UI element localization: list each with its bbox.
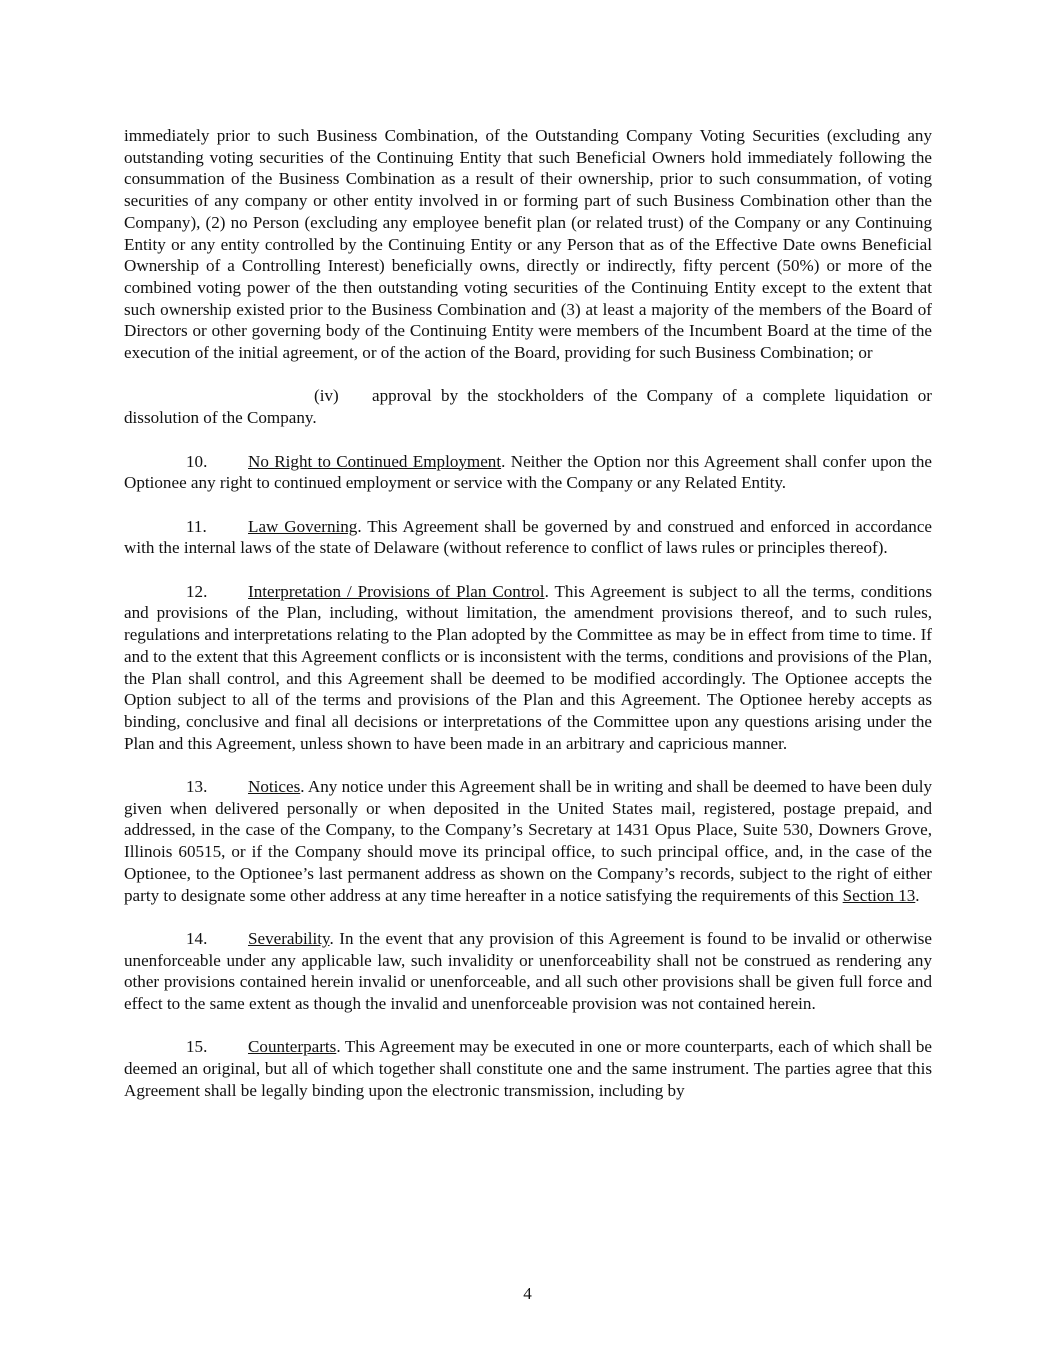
subclause-number: (iv) [314,386,339,406]
section-10 [124,451,932,494]
section-heading: Severability [248,928,330,948]
section-number: 14. [186,928,208,948]
section-14 [124,928,932,1015]
section-text: . In the event that any provision of this Agreement is found to be invalid or otherwise unenforceable under any applicable law, such invalidity or unenforceability shall not be construed as rendering any other provisions contained herein invalid or unenforceable, and all such other provisions shall be given full force and effect to the same extent as though the invalid and unenforceable provision was not contained herein. [124,928,932,1014]
section-number: 11. [186,516,207,536]
section-heading: Notices [248,777,301,797]
section-heading: Interpretation / Provisions of Plan Control [248,581,545,601]
section-text: . Any notice under this Agreement shall be in writing and shall be deemed to have been duly given when delivered personally or when deposited in the United States mail, registered, postage prepaid, and addressed, in the case of the Company, to the Company’s Secretary at 1431 Opus Place, Suite 530, Downers Grove, Illinois 60515, or if the Company should move its principal office, to such principal office, and, in the case of the Optionee, to the Optionee’s last permanent address as shown on the Company’s records, subject to the right of either party to designate some other address at any time hereafter in a notice satisfying the requirements of this [124,777,932,905]
section-15 [124,1036,932,1101]
section-number: 13. [186,777,208,797]
section-number: 12. [186,581,208,601]
continuation-paragraph [124,125,932,364]
section-heading: Counterparts [248,1037,337,1057]
section-text: . Neither the Option nor this Agreement shall confer upon the Optionee any right to continued employment or service with the Company or any Related Entity. [124,451,932,493]
subclause-iv [124,385,932,428]
section-text: . This Agreement shall be governed by and construed and enforced in accordance with the internal laws of the state of Delaware (without reference to conflict of laws rules or principles thereof). [124,516,932,558]
section-heading: No Right to Continued Employment [248,451,502,471]
section-heading: Law Governing [248,516,358,536]
section-13 [124,776,932,906]
section-text: . This Agreement is subject to all the terms, conditions and provisions of the Plan, including, without limitation, the amendment provisions thereof, and to such rules, regulations and interpretations relating to the Plan adopted by the Committee as may be in effect from time to time. If and to the extent that this Agreement conflicts or is inconsistent with the terms, conditions and provisions of the Plan, the Plan shall control, and this Agreement shall be deemed to be modified accordingly. The Optionee accepts the Option subject to all of the terms and provisions of the Plan and this Agreement. The Optionee hereby accepts as binding, conclusive and final all decisions or interpretations of the Committee upon any questions arising under the Plan and this Agreement, unless shown to have been made in an arbitrary and capricious manner. [124,581,932,753]
section-12 [124,581,932,755]
section-text: . This Agreement may be executed in one or more counterparts, each of which shall be deemed an original, but all of which together shall constitute one and the same instrument. The parties agree that this Agreement shall be legally binding upon the electronic transmission, including by [124,1037,932,1100]
section-reference: Section 13 [842,885,916,905]
subclause-text: approval by the stockholders of the Company of a complete liquidation or dissolution of the Company. [124,386,932,428]
document-page [124,125,932,1123]
section-11 [124,516,932,559]
section-number: 10. [186,451,208,471]
section-end: . [915,885,920,905]
page-number: 4 [523,1284,532,1303]
section-number: 15. [186,1037,208,1057]
continuation-text: immediately prior to such Business Combination, of the Outstanding Company Voting Securities (excluding any outstanding voting securities of the Continuing Entity that such Beneficial Owners hold immediately following the consummation of the Business Combination as a result of their ownership, prior to such consummation, of voting securities of any company or other entity involved in or forming part of such Business Combination other than the Company), (2) no Person (excluding any employee benefit plan (or related trust) of the Company or any Continuing Entity or any entity controlled by the Continuing Entity or any Person that as of the Effective Date owns Beneficial Ownership of a Controlling Interest) beneficially owns, directly or indirectly, fifty percent (50%) or more of the combined voting power of the then outstanding voting securities of the Continuing Entity except to the extent that such ownership existed prior to the Business Combination and (3) at least a majority of the members of the Board of Directors or other governing body of the Continuing Entity were members of the Incumbent Board at the time of the execution of the initial agreement, or of the action of the Board, providing for such Business Combination; or [124,126,932,363]
